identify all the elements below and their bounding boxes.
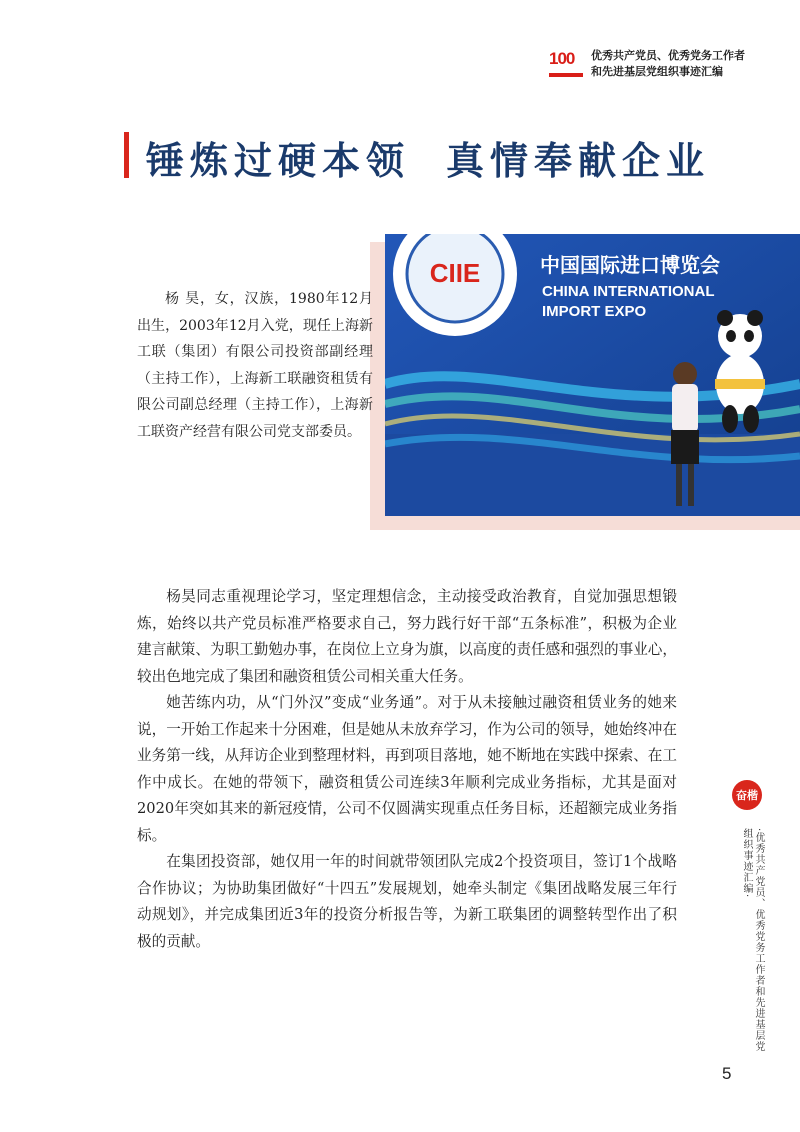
paragraph-3: 在集团投资部，她仅用一年的时间就带领团队完成2个投资项目，签订1个战略合作协议；为协助集团做好“十四五”发展规划，她牵头制定《集团战略发展三年行动规划》，并完成集团近3年的投资分析报告等，为新工联集团的调整转型作出了积极的贡献。 [137,853,677,950]
paragraph-1: 杨昊同志重视理论学习，坚定理想信念，主动接受政治教育，自觉加强思想锻炼，始终以共产党员标准严格要求自己，努力践行好干部“五条标准”，积极为企业建言献策、为职工勤勉办事，在岗位上立身为旗，以高度的责任感和强烈的事业心，较出色地完成了集团和融资租赁公司相关重大任务。 [137,588,677,685]
header-line-2: 和先进基层党组织事迹汇编 [591,65,723,78]
logo-bar [549,73,583,77]
centenary-logo [549,51,583,77]
title-part-1: 锤炼过硬本领 [146,138,411,183]
page-title [146,130,710,185]
profile-intro [137,286,373,445]
side-decoration [732,780,766,1058]
vertical-caption: ·优秀共产党员、优秀党务工作者和先进基层党组织事迹汇编· [741,828,764,1053]
logo-number: 100 [549,49,575,68]
expo-en-line-2: IMPORT EXPO [542,303,647,320]
expo-en-line-1: CHINA INTERNATIONAL [542,283,715,300]
article-body [137,584,677,955]
expo-cn-title: 中国国际进口博览会 [540,253,720,277]
seal-icon: 奋楷 [732,780,762,810]
intro-text: 杨 昊，女，汉族，1980年12月出生，2003年12月入党，现任上海新工联（集团）有限公司投资部副经理（主持工作），上海新工联融资租赁有限公司副总经理（主持工作），上海新工联资产经营有限公司党支部委员。 [137,291,373,440]
header-title [591,48,745,80]
page-number: 5 [722,1064,732,1083]
header-line-1: 优秀共产党员、优秀党务工作者 [591,49,745,62]
title-accent-bar [124,132,129,178]
ciie-logo-text: CIIE [429,258,481,288]
expo-photo [385,234,800,516]
page-header [549,48,745,80]
title-part-2: 真情奉献企业 [446,138,711,183]
paragraph-2: 她苦练内功，从“门外汉”变成“业务通”。对于从未接触过融资租赁业务的她来说，一开始工作起来十分困难，但是她从未放弃学习，作为公司的领导，她始终冲在业务第一线，从拜访企业到整理材料，再到项目落地，她不断地在实践中探索、在工作中成长。在她的带领下，融资租赁公司连续3年顺利完成业务指标，尤其是面对2020年突如其来的新冠疫情，公司不仅圆满实现重点任务目标，还超额完成业务指标。 [137,694,677,844]
